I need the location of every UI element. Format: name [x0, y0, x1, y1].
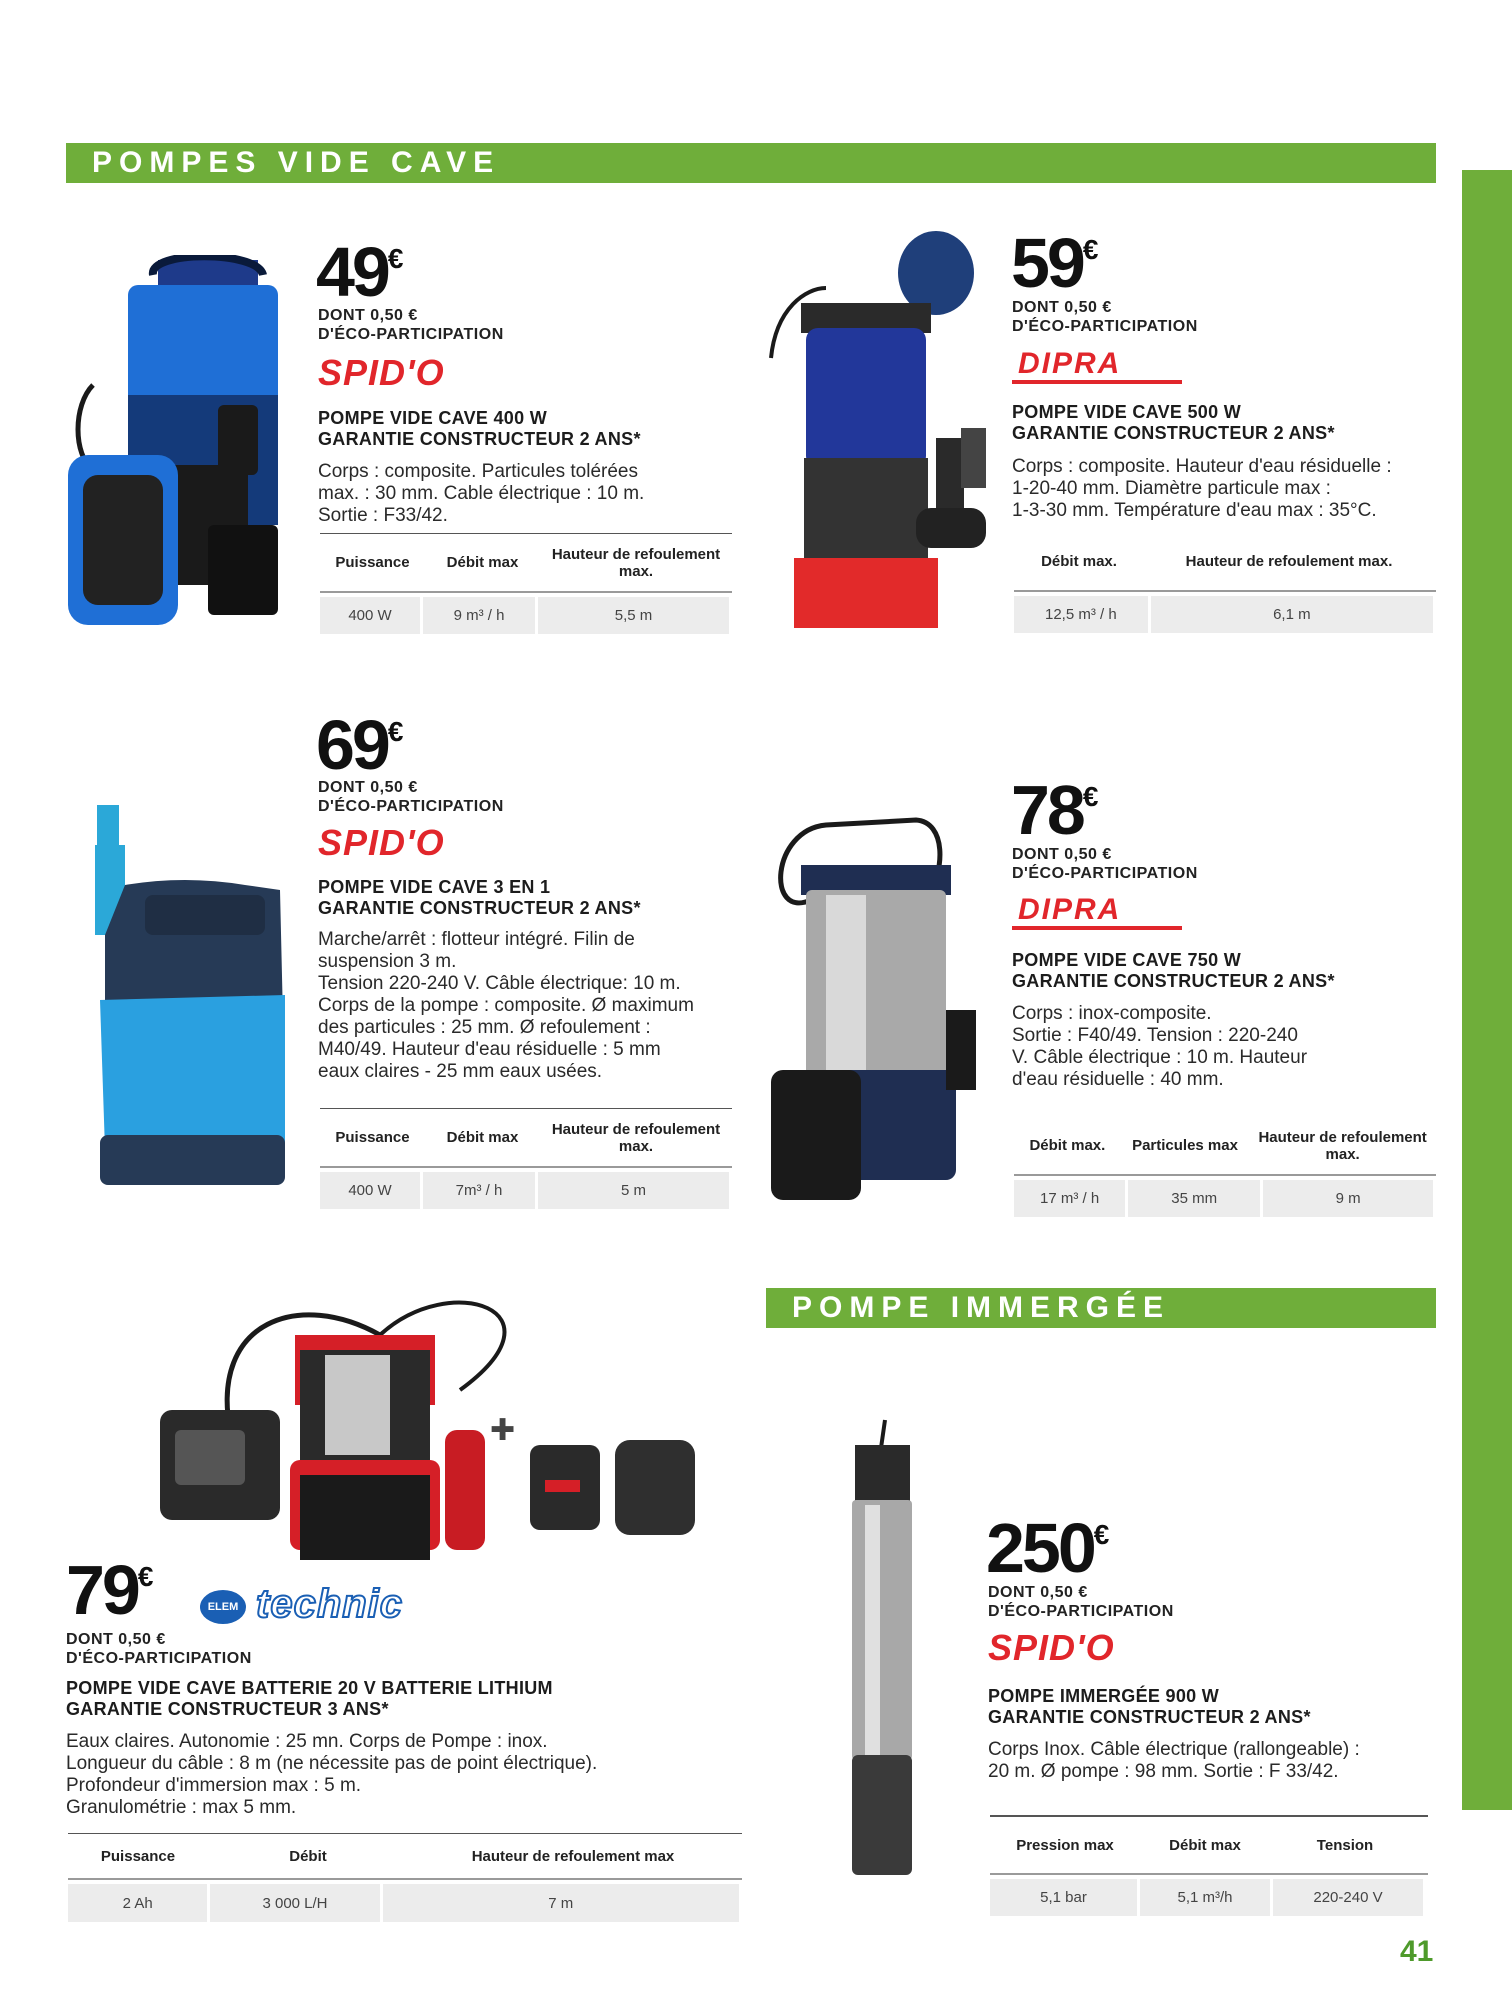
desc-line: Corps de la pompe : composite. Ø maximum: [318, 995, 694, 1016]
price: [66, 1551, 154, 1629]
section-header-immergee: [766, 1288, 1436, 1328]
product-title: [1012, 950, 1335, 992]
spec-value-row: [320, 1172, 732, 1209]
spec-header: Débit max: [1169, 1836, 1241, 1854]
spec-header: Tension: [1316, 1836, 1374, 1854]
price-value: 79: [66, 1551, 138, 1629]
spec-value: 400 W: [320, 597, 420, 634]
price: [986, 1509, 1110, 1587]
spec-header: Débit max: [446, 1129, 519, 1146]
product-description: [318, 929, 694, 1083]
currency-symbol: €: [1082, 781, 1099, 812]
eco-participation: [318, 778, 504, 816]
product-description: [318, 461, 644, 527]
title-line: POMPE VIDE CAVE 400 W: [318, 408, 548, 428]
spec-value: 9 m: [1263, 1180, 1433, 1217]
warranty-line: GARANTIE CONSTRUCTEUR 2 ANS*: [318, 898, 641, 918]
desc-line: 1-3-30 mm. Température d'eau max : 35°C.: [1012, 500, 1377, 521]
pump-750w-image: [766, 810, 996, 1210]
spec-value: 3 000 L/H: [210, 1884, 379, 1922]
desc-line: eaux claires - 25 mm eaux usées.: [318, 1061, 603, 1082]
desc-line: Longueur du câble : 8 m (ne nécessite pas de point électrique).: [66, 1753, 598, 1774]
desc-line: M40/49. Hauteur d'eau résiduelle : 5 mm: [318, 1039, 661, 1060]
section-title: POMPE IMMERGÉE: [792, 1291, 1171, 1324]
product-description: [66, 1731, 597, 1819]
desc-line: Profondeur d'immersion max : 5 m.: [66, 1775, 362, 1796]
desc-line: des particules : 25 mm. Ø refoulement :: [318, 1017, 651, 1038]
warranty-line: GARANTIE CONSTRUCTEUR 2 ANS*: [1012, 971, 1335, 991]
spec-value: 12,5 m³ / h: [1014, 596, 1148, 633]
eco-line: DONT 0,50 €: [988, 1584, 1088, 1601]
eco-line: D'ÉCO-PARTICIPATION: [988, 1603, 1174, 1620]
product-title: [1012, 402, 1335, 444]
eco-participation: [66, 1630, 252, 1668]
desc-line: Marche/arrêt : flotteur intégré. Filin de: [318, 929, 635, 950]
product-title: [66, 1678, 553, 1720]
currency-symbol: €: [387, 716, 404, 747]
title-line: POMPE VIDE CAVE 500 W: [1012, 402, 1242, 422]
section-header-vide-cave: [66, 143, 1436, 183]
brand-logo-spido: SPID'O: [318, 822, 445, 863]
svg-text:✚: ✚: [490, 1413, 516, 1448]
pump-500w-image: [766, 228, 1006, 638]
brand-logo-elem: ELEM: [200, 1590, 246, 1624]
desc-line: Sortie : F33/42.: [318, 505, 448, 526]
desc-line: Eaux claires. Autonomie : 25 mn. Corps de Pompe : inox.: [66, 1731, 548, 1752]
spec-table: [320, 1108, 732, 1209]
desc-line: Corps : inox-composite.: [1012, 1003, 1212, 1024]
brand-logo-technic: technic: [256, 1582, 404, 1626]
spec-header: Particules max: [1132, 1137, 1238, 1154]
product-title: [988, 1686, 1311, 1728]
spec-value-row: [68, 1884, 742, 1922]
spec-header: Débit max: [446, 554, 519, 571]
desc-line: suspension 3 m.: [318, 951, 457, 972]
spec-header: Hauteur de refoulement max: [471, 1847, 675, 1865]
price: [1011, 224, 1099, 302]
price-value: 69: [316, 706, 388, 784]
title-line: POMPE IMMERGÉE 900 W: [988, 1686, 1220, 1706]
spec-value: 6,1 m: [1151, 596, 1433, 633]
spec-header-row: [990, 1817, 1428, 1875]
spec-value: 5,1 bar: [990, 1879, 1137, 1916]
spec-header: Pression max: [1016, 1836, 1114, 1854]
spec-value: 2 Ah: [68, 1884, 207, 1922]
spec-value: 7m³ / h: [423, 1172, 535, 1209]
eco-line: D'ÉCO-PARTICIPATION: [318, 326, 504, 343]
brand-logo-dipra: DIPRA: [1018, 347, 1122, 380]
eco-line: DONT 0,50 €: [1012, 299, 1112, 316]
desc-line: Granulométrie : max 5 mm.: [66, 1797, 297, 1818]
desc-line: Tension 220-240 V. Câble électrique: 10 m.: [318, 973, 681, 994]
spec-value-row: [1014, 596, 1436, 633]
spec-header-row: [320, 1109, 732, 1168]
spec-header: Puissance: [335, 1129, 410, 1146]
warranty-line: GARANTIE CONSTRUCTEUR 3 ANS*: [66, 1699, 389, 1719]
spec-table: [68, 1833, 742, 1922]
desc-line: d'eau résiduelle : 40 mm.: [1012, 1069, 1224, 1090]
eco-participation: [988, 1583, 1174, 1621]
spec-value: 7 m: [383, 1884, 739, 1922]
price-value: 59: [1011, 224, 1083, 302]
spec-value: 17 m³ / h: [1014, 1180, 1125, 1217]
desc-line: Corps Inox. Câble électrique (rallongeable) :: [988, 1739, 1360, 1760]
eco-line: DONT 0,50 €: [318, 779, 418, 796]
eco-line: DONT 0,50 €: [66, 1631, 166, 1648]
pump-3en1-image: [95, 805, 295, 1190]
spec-header: Débit: [289, 1847, 327, 1865]
eco-participation: [1012, 845, 1198, 883]
spec-header: Hauteur de refoulement max.: [1258, 1128, 1427, 1163]
spec-header: Débit max.: [1029, 1137, 1106, 1154]
eco-line: DONT 0,50 €: [1012, 846, 1112, 863]
spec-header-row: [68, 1834, 742, 1880]
product-description: [1012, 456, 1392, 522]
currency-symbol: €: [387, 243, 404, 274]
desc-line: Corps : composite. Hauteur d'eau résiduelle :: [1012, 456, 1392, 477]
price-value: 78: [1011, 771, 1083, 849]
brand-underline: [1012, 380, 1182, 384]
warranty-line: GARANTIE CONSTRUCTEUR 2 ANS*: [988, 1707, 1311, 1727]
brand-logo-dipra: DIPRA: [1018, 893, 1122, 926]
eco-line: D'ÉCO-PARTICIPATION: [66, 1650, 252, 1667]
eco-line: DONT 0,50 €: [318, 307, 418, 324]
eco-participation: [318, 306, 504, 344]
product-title: [318, 408, 641, 450]
spec-table: [320, 533, 732, 634]
spec-value: 5,1 m³/h: [1140, 1879, 1270, 1916]
desc-line: V. Câble électrique : 10 m. Hauteur: [1012, 1047, 1308, 1068]
eco-line: D'ÉCO-PARTICIPATION: [318, 798, 504, 815]
warranty-line: GARANTIE CONSTRUCTEUR 2 ANS*: [1012, 423, 1335, 443]
price-value: 49: [316, 233, 388, 311]
price: [316, 233, 404, 311]
title-line: POMPE VIDE CAVE BATTERIE 20 V BATTERIE LITHIUM: [66, 1678, 553, 1698]
currency-symbol: €: [137, 1561, 154, 1592]
brand-logo-spido: SPID'O: [988, 1627, 1115, 1668]
product-description: [988, 1739, 1360, 1783]
currency-symbol: €: [1093, 1519, 1110, 1550]
eco-participation: [1012, 298, 1198, 336]
spec-value: 5 m: [538, 1172, 729, 1209]
spec-value: 220-240 V: [1273, 1879, 1423, 1916]
eco-line: D'ÉCO-PARTICIPATION: [1012, 865, 1198, 882]
product-description: [1012, 1003, 1307, 1091]
spec-value: 9 m³ / h: [423, 597, 535, 634]
spec-header: Hauteur de refoulement max.: [1185, 553, 1393, 570]
title-line: POMPE VIDE CAVE 750 W: [1012, 950, 1242, 970]
spec-value-row: [320, 597, 732, 634]
brand-underline: [1012, 926, 1182, 930]
page-side-tab: [1462, 170, 1512, 1810]
price: [316, 706, 404, 784]
eco-line: D'ÉCO-PARTICIPATION: [1012, 318, 1198, 335]
desc-line: max. : 30 mm. Cable électrique : 10 m.: [318, 483, 645, 504]
spec-header-row: [1014, 1117, 1436, 1176]
price: [1011, 771, 1099, 849]
spec-value-row: [1014, 1180, 1436, 1217]
spec-value: 400 W: [320, 1172, 420, 1209]
title-line: POMPE VIDE CAVE 3 EN 1: [318, 877, 551, 897]
pump-400w-image: [68, 255, 288, 635]
brand-logo-spido: SPID'O: [318, 352, 445, 393]
desc-line: 20 m. Ø pompe : 98 mm. Sortie : F 33/42.: [988, 1761, 1339, 1782]
spec-table: [1014, 1117, 1436, 1217]
currency-symbol: €: [1082, 234, 1099, 265]
spec-value: 35 mm: [1128, 1180, 1260, 1217]
spec-value-row: [990, 1879, 1428, 1916]
spec-header-row: [320, 534, 732, 593]
spec-header: Puissance: [100, 1847, 176, 1865]
spec-value: 5,5 m: [538, 597, 729, 634]
spec-header: Puissance: [335, 554, 410, 571]
spec-header-row: [1014, 533, 1436, 592]
desc-line: 1-20-40 mm. Diamètre particule max :: [1012, 478, 1331, 499]
spec-header: Hauteur de refoulement max.: [551, 545, 721, 580]
desc-line: Corps : composite. Particules tolérées: [318, 461, 638, 482]
desc-line: Sortie : F40/49. Tension : 220-240: [1012, 1025, 1298, 1046]
spec-header: Hauteur de refoulement max.: [551, 1120, 721, 1155]
battery-pump-kit-image: [150, 1280, 710, 1600]
section-title: POMPES VIDE CAVE: [92, 146, 501, 179]
spec-table: [990, 1815, 1428, 1916]
spec-table: [1014, 533, 1436, 633]
product-title: [318, 877, 641, 919]
warranty-line: GARANTIE CONSTRUCTEUR 2 ANS*: [318, 429, 641, 449]
page-number: 41: [1400, 1935, 1434, 1968]
price-value: 250: [986, 1509, 1094, 1587]
submersible-pump-image: [830, 1415, 930, 1890]
spec-header: Débit max.: [1041, 553, 1117, 570]
